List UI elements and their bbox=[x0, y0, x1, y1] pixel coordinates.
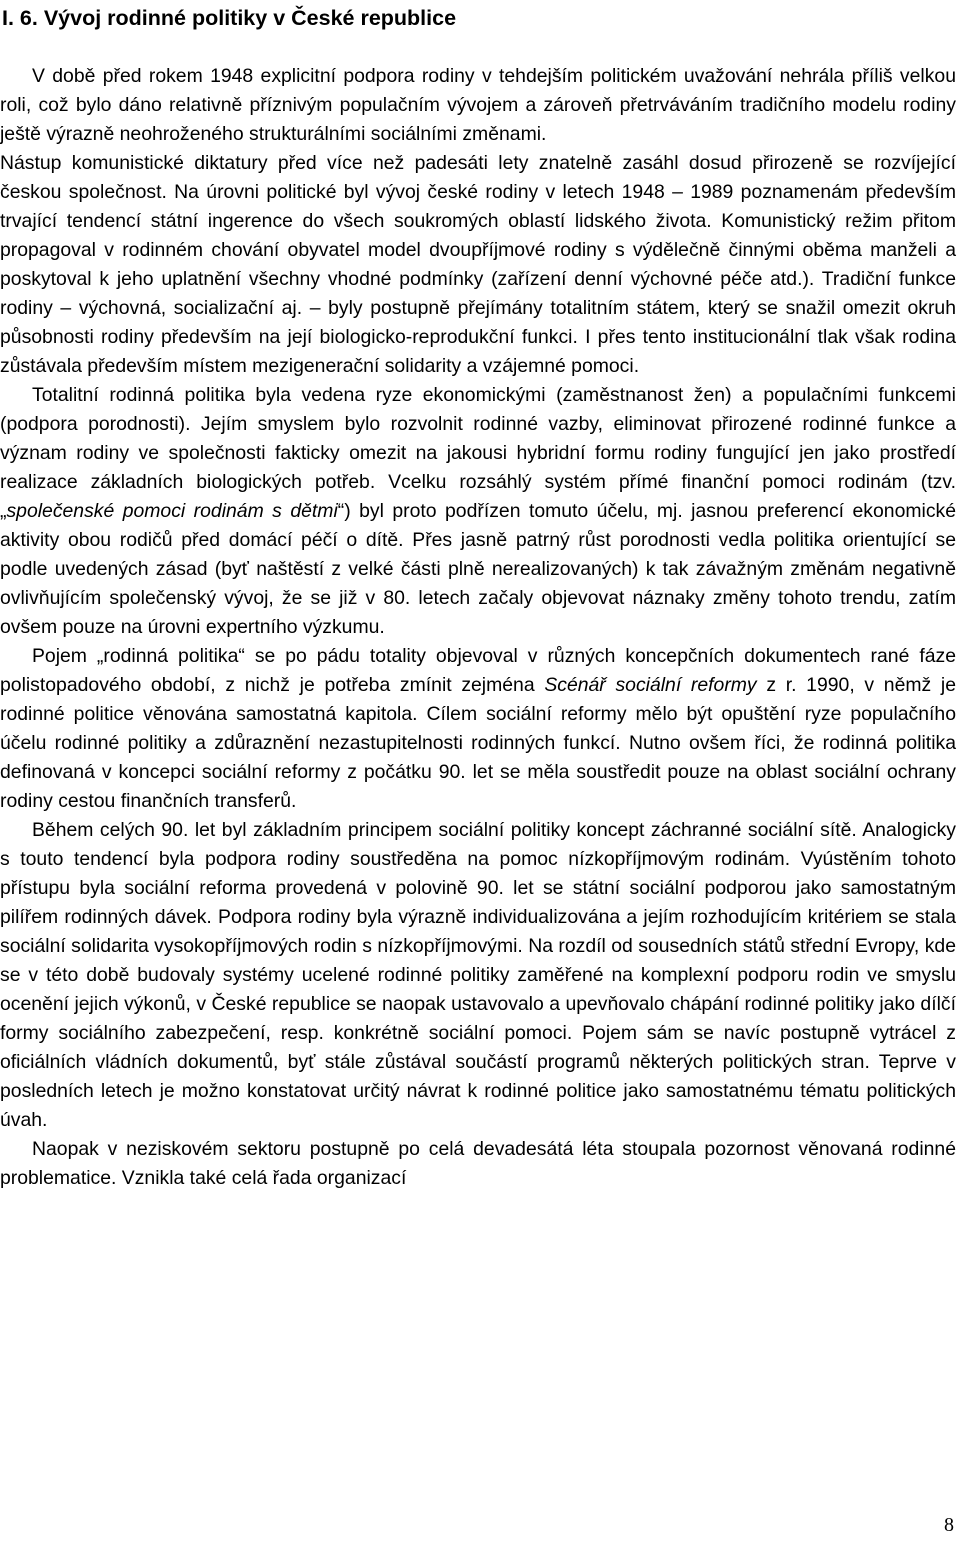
paragraph-4-italic-title: Scénář sociální reformy bbox=[544, 674, 757, 696]
paragraph-2: Nástup komunistické diktatury před více než padesáti lety znatelně zasáhl dosud přirozeně se rozvíjející českou společnost. Na úrovni politické byl vývoj české rodiny v letech 1948 – 1989 poznamenám především trvající tendencí státní ingerence do všech soukromých oblastí lidského života. Komunistický režim přitom propagoval v rodinném chování obyvatel model dvoupříjmové rodiny s výdělečně činnými oběma manželi a poskytoval k jeho uplatnění všechny vhodné podmínky (zařízení denní výchovné péče atd.). Tradiční funkce rodiny – výchovná, socializační aj. – byly postupně přejímány totalitním státem, který se snažil omezit okruh působnosti rodiny především na její biologicko-reprodukční funkci. I přes tento institucionální tlak však rodina zůstávala především místem mezigenerační solidarity a vzájemné pomoci. bbox=[0, 152, 956, 377]
paragraph-3-italic-term: společenské pomoci rodinám s dětmi bbox=[6, 500, 338, 522]
paragraph-6: Naopak v neziskovém sektoru postupně po celá devadesátá léta stoupala pozornost věnovaná rodinné problematice. Vznikla také celá řada organizací bbox=[0, 1138, 956, 1189]
paragraph-3-text-start: Totalitní rodinná politika byla vedena ryze ekonomickými (zaměstnanost žen) a populačními funkcemi (podpora porodnosti). Jejím smyslem bylo rozvolnit rodinné vazby, eliminovat přirozené rodinné funkce a význam rodiny ve společnosti fakticky omezit na jakousi hybridní formu rodiny fungující jen jako prostředí realizace základních biologických potřeb. Vcelku rozsáhlý systém přímé finanční pomoci rodinám (tzv. „ bbox=[0, 384, 956, 522]
paragraph-1: V době před rokem 1948 explicitní podpora rodiny v tehdejším politickém uvažování nehrála příliš velkou roli, což bylo dáno relativně příznivým populačním vývojem a zároveň přetrváváním tradičního modelu rodiny ještě výrazně neohroženého strukturálními sociálními změnami. bbox=[0, 65, 956, 145]
paragraph-4-text-end: z r. 1990, v němž je rodinné politice věnována samostatná kapitola. Cílem sociální reformy mělo být opuštění ryze populačního účelu rodinné politiky a zdůraznění nezastupitelnosti rodinných funkcí. Nutno ovšem říci, že rodinná politika definovaná v koncepci sociální reformy z počátku 90. let se měla soustředit pouze na oblast sociální ochrany rodiny cestou finančních transferů. bbox=[0, 674, 956, 812]
body-text bbox=[0, 62, 956, 1193]
paragraph-4 bbox=[0, 642, 956, 816]
paragraph-3 bbox=[0, 381, 956, 642]
page-number: 8 bbox=[944, 1514, 954, 1536]
paragraph-4-text-start: Pojem „rodinná politika“ se po pádu totality objevoval v různých koncepčních dokumentech rané fáze polistopadového období, z nichž je potřeba zmínit zejména bbox=[0, 645, 956, 696]
paragraph-5: Během celých 90. let byl základním principem sociální politiky koncept záchranné sociální sítě. Analogicky s touto tendencí byla podpora rodiny soustředěna na pomoc nízkopříjmovým rodinám. Vyústěním tohoto přístupu byla sociální reforma provedená v polovině 90. let se státní sociální podporou jako samostatným pilířem rodinných dávek. Podpora rodiny byla výrazně individualizována a jejím rozhodujícím kritériem se stala sociální solidarita vysokopříjmových rodin s nízkopříjmovými. Na rozdíl od sousedních států střední Evropy, kde se v této době budovaly systémy ucelené rodinné politiky zaměřené na komplexní podporu rodin ve smyslu ocenění jejich výkonů, v České republice se naopak ustavovalo a upevňovalo chápání rodinné politiky jako dílčí formy sociálního zabezpečení, resp. konkrétně sociální pomoci. Pojem sám se navíc postupně vytrácel z oficiálních vládních dokumentů, byť stále zůstával součástí programů některých politických stran. Teprve v posledních letech je možno konstatovat určitý návrat k rodinné politice jako samostatnému tématu politických úvah. bbox=[0, 819, 956, 1131]
section-heading: I. 6. Vývoj rodinné politiky v České republice bbox=[2, 6, 457, 30]
paragraph-3-text-end: “) byl proto podřízen tomuto účelu, mj. jasnou preferencí ekonomické aktivity obou rodičů před domácí péčí o dítě. Přes jasně patrný růst porodnosti vedla politika orientující se podle uvedených zásad (byť naštěstí z velké části plně nerealizovaných) k tak závažným změnám negativně ovlivňujícím společenský vývoj, že se již v 80. letech začaly objevovat náznaky změny tohoto trendu, zatím ovšem pouze na úrovni expertního výzkumu. bbox=[0, 500, 956, 638]
